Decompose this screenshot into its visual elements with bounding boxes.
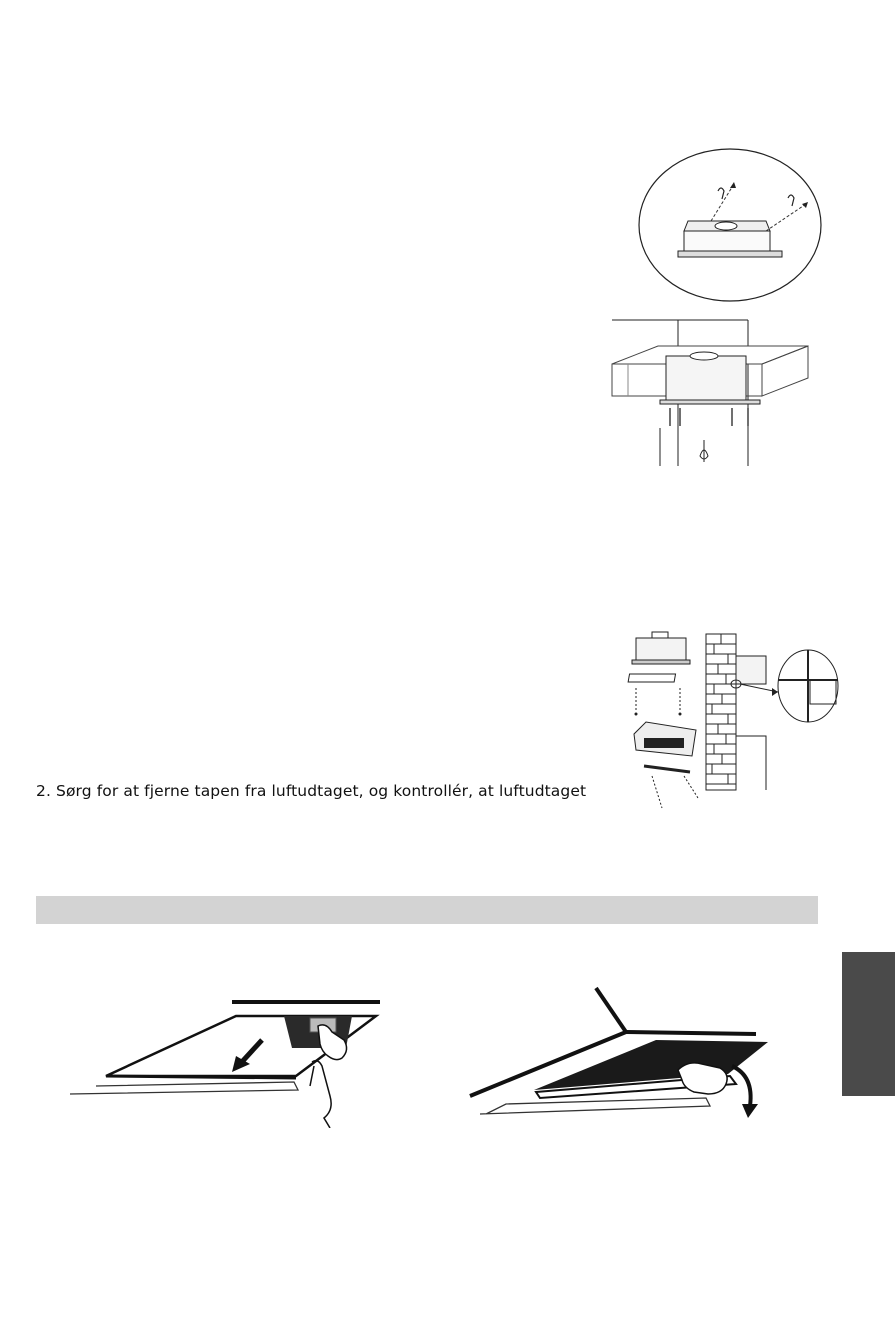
instruction-step-2: 2. Sørg for at fjerne tapen fra luftudtaget, og kontrollér, at luftudtaget	[36, 781, 587, 800]
filter-release-figure	[66, 996, 390, 1128]
wall-mount-figure	[618, 626, 844, 816]
screw-icon	[711, 182, 736, 221]
hood-screw-detail-figure	[636, 146, 824, 304]
brick-wall	[706, 634, 736, 790]
side-language-tab	[842, 952, 895, 1096]
cabinet-mount-figure	[608, 316, 840, 468]
section-header-bar	[36, 896, 818, 924]
hand-icon	[310, 1061, 331, 1128]
hand-icon	[678, 1063, 727, 1094]
panel-slide-figure	[466, 986, 778, 1128]
screw-icon	[766, 195, 808, 231]
